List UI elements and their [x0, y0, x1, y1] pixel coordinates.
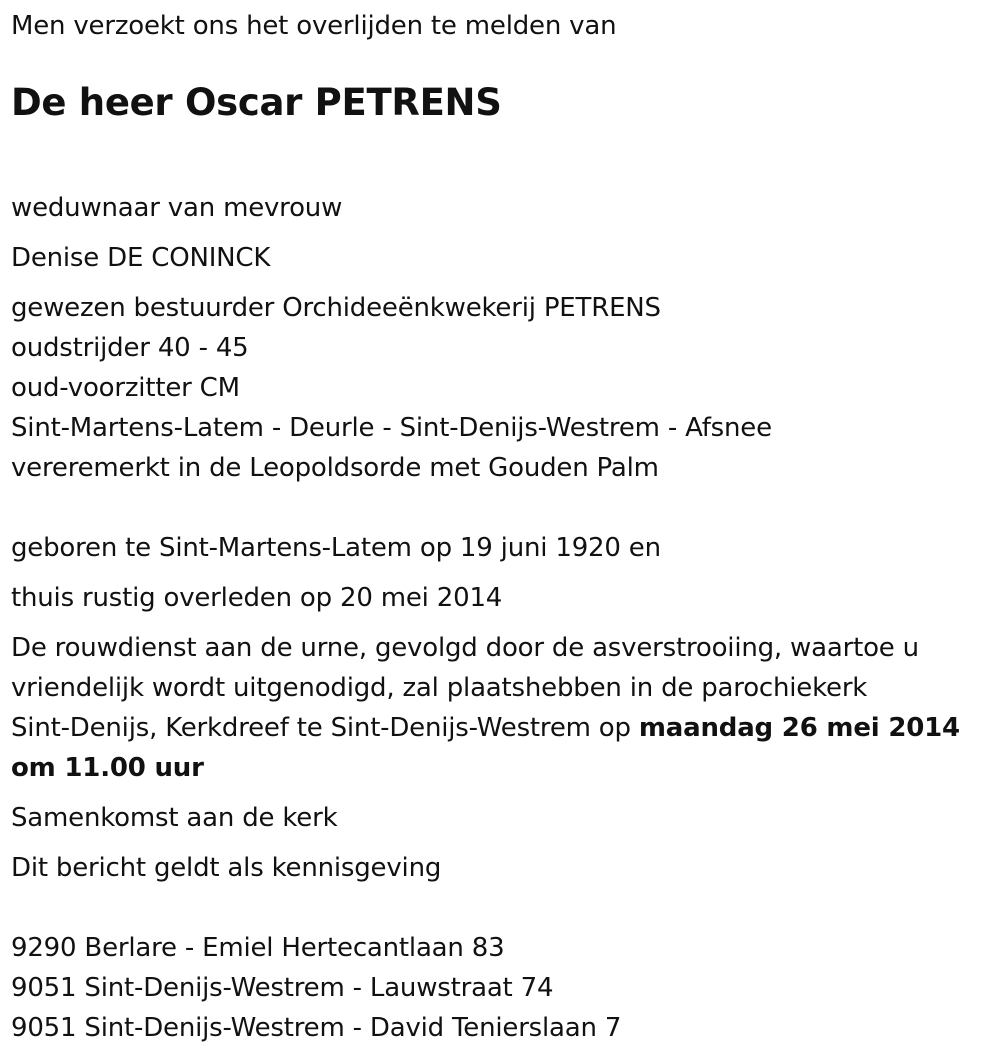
titles-block	[11, 288, 1000, 488]
service-paragraph	[11, 628, 986, 788]
service-date: maandag 26 mei 2014	[638, 713, 960, 743]
service-line	[11, 708, 986, 748]
address-line: 9051 Sint-Denijs-Westrem - David Tenierslaan 7	[11, 1013, 622, 1043]
service-line	[11, 748, 986, 788]
title-line: gewezen bestuurder Orchideeënkwekerij PETRENS	[11, 293, 661, 323]
birth-text: geboren te Sint-Martens-Latem op 19 juni 1920 en	[11, 533, 661, 563]
death-text: thuis rustig overleden op 20 mei 2014	[11, 583, 503, 613]
service-time: om 11.00 uur	[11, 753, 204, 783]
obituary-document	[0, 6, 1000, 1052]
spouse-name: Denise DE CONINCK	[11, 243, 271, 273]
title-line: oud-voorzitter CM	[11, 373, 240, 403]
spouse-label: weduwnaar van mevrouw	[11, 193, 343, 223]
intro-text: Men verzoekt ons het overlijden te melden van	[11, 11, 617, 41]
address-line: 9290 Berlare - Emiel Hertecantlaan 83	[11, 933, 505, 963]
title-line: Sint-Martens-Latem - Deurle - Sint-Denijs-Westrem - Afsnee	[11, 413, 772, 443]
service-line: De rouwdienst aan de urne, gevolgd door de asverstrooiing, waartoe u	[11, 633, 919, 663]
address-line: 9051 Sint-Denijs-Westrem - Lauwstraat 74	[11, 973, 554, 1003]
service-line: vriendelijk wordt uitgenodigd, zal plaatshebben in de parochiekerk	[11, 673, 868, 703]
title-line: oudstrijder 40 - 45	[11, 333, 249, 363]
gathering-text: Samenkomst aan de kerk	[11, 803, 338, 833]
notice-text: Dit bericht geldt als kennisgeving	[11, 853, 442, 883]
deceased-name: De heer Oscar PETRENS	[11, 81, 502, 124]
service-text: Sint-Denijs, Kerkdreef te Sint-Denijs-Westrem op	[11, 713, 639, 743]
addresses-block	[11, 928, 1000, 1048]
title-line: vereremerkt in de Leopoldsorde met Gouden Palm	[11, 453, 659, 483]
